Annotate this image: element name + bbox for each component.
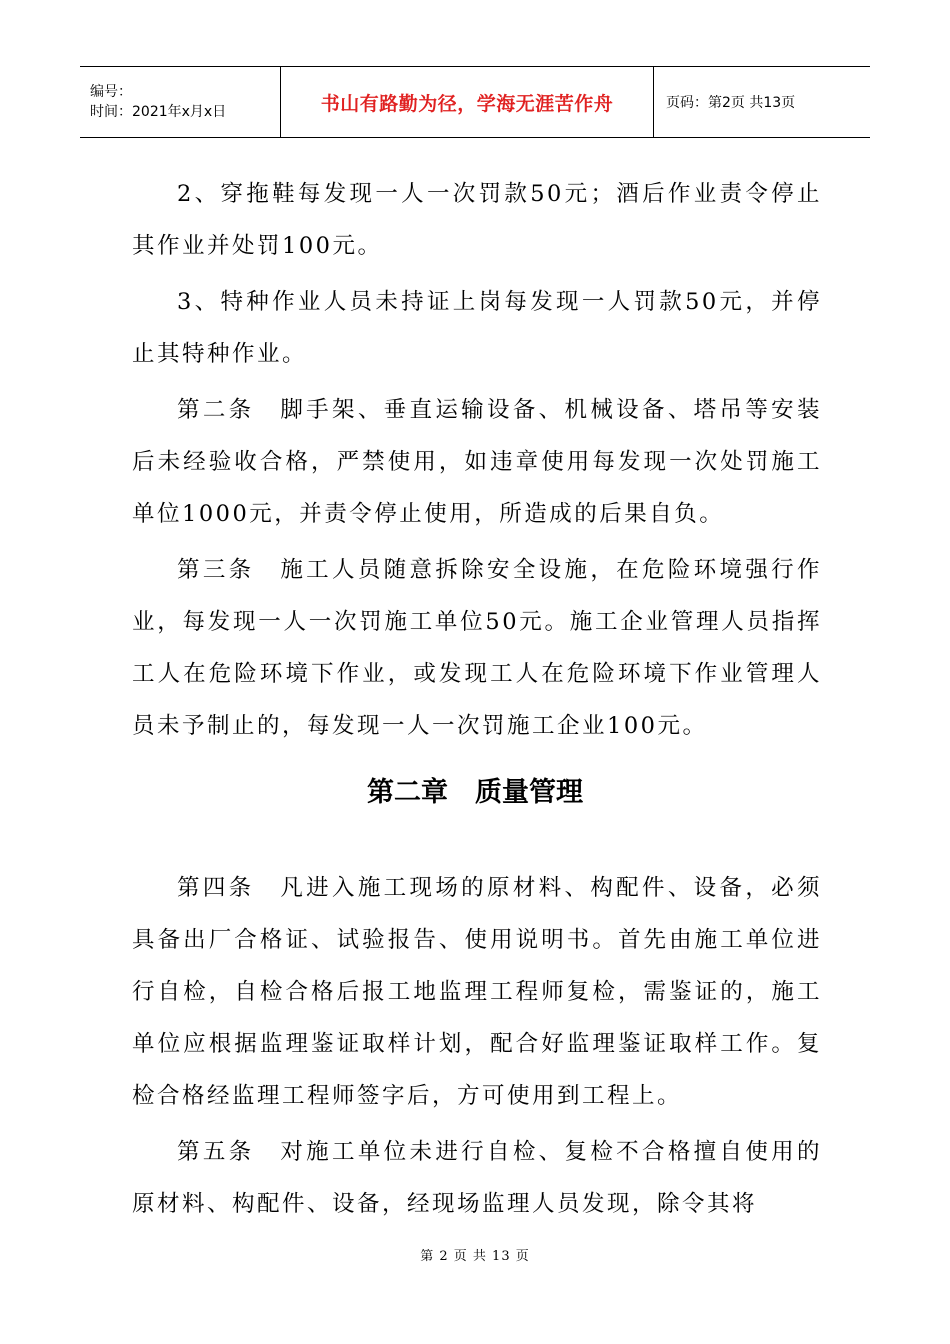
document-time-label: 时间：2021年x月x日	[90, 104, 227, 120]
page-header	[80, 66, 870, 138]
document-body-bottom	[132, 862, 822, 1234]
document-body-top	[132, 168, 822, 756]
header-motto-cell	[280, 67, 654, 137]
paragraph: 第二条 脚手架、垂直运输设备、机械设备、塔吊等安装后未经验收合格，严禁使用，如违章使用每发现一次处罚施工单位1000元，并责令停止使用，所造成的后果自负。	[132, 397, 822, 527]
paragraph: 第三条 施工人员随意拆除安全设施，在危险环境强行作业，每发现一人一次罚施工单位50元。施工企业管理人员指挥工人在危险环境下作业，或发现工人在危险环境下作业管理人员未予制止的，每发现一人一次罚施工企业100元。	[132, 557, 822, 739]
paragraph: 第五条 对施工单位未进行自检、复检不合格擅自使用的原材料、构配件、设备，经现场监理人员发现，除令其将	[132, 1139, 822, 1217]
paragraph: 3、特种作业人员未持证上岗每发现一人罚款50元，并停止其特种作业。	[132, 289, 822, 367]
paragraph: 第四条 凡进入施工现场的原材料、构配件、设备，必须具备出厂合格证、试验报告、使用说明书。首先由施工单位进行自检，自检合格后报工地监理工程师复检，需鉴证的，施工单位应根据监理鉴证取样计划，配合好监理鉴证取样工作。复检合格经监理工程师签字后，方可使用到工程上。	[132, 875, 822, 1109]
header-page-info: 页码：第2页 共13页	[666, 95, 796, 111]
document-number-label: 编号：	[90, 84, 132, 100]
chapter-title: 第二章 质量管理	[367, 777, 583, 808]
header-page-info-cell	[654, 67, 870, 137]
header-meta	[80, 67, 280, 137]
header-motto: 书山有路勤为径，学海无涯苦作舟	[320, 92, 614, 115]
chapter-heading	[0, 770, 950, 809]
page-footer: 第 2 页 共 13 页	[420, 1249, 530, 1264]
paragraph: 2、穿拖鞋每发现一人一次罚款50元；酒后作业责令停止其作业并处罚100元。	[132, 181, 822, 259]
